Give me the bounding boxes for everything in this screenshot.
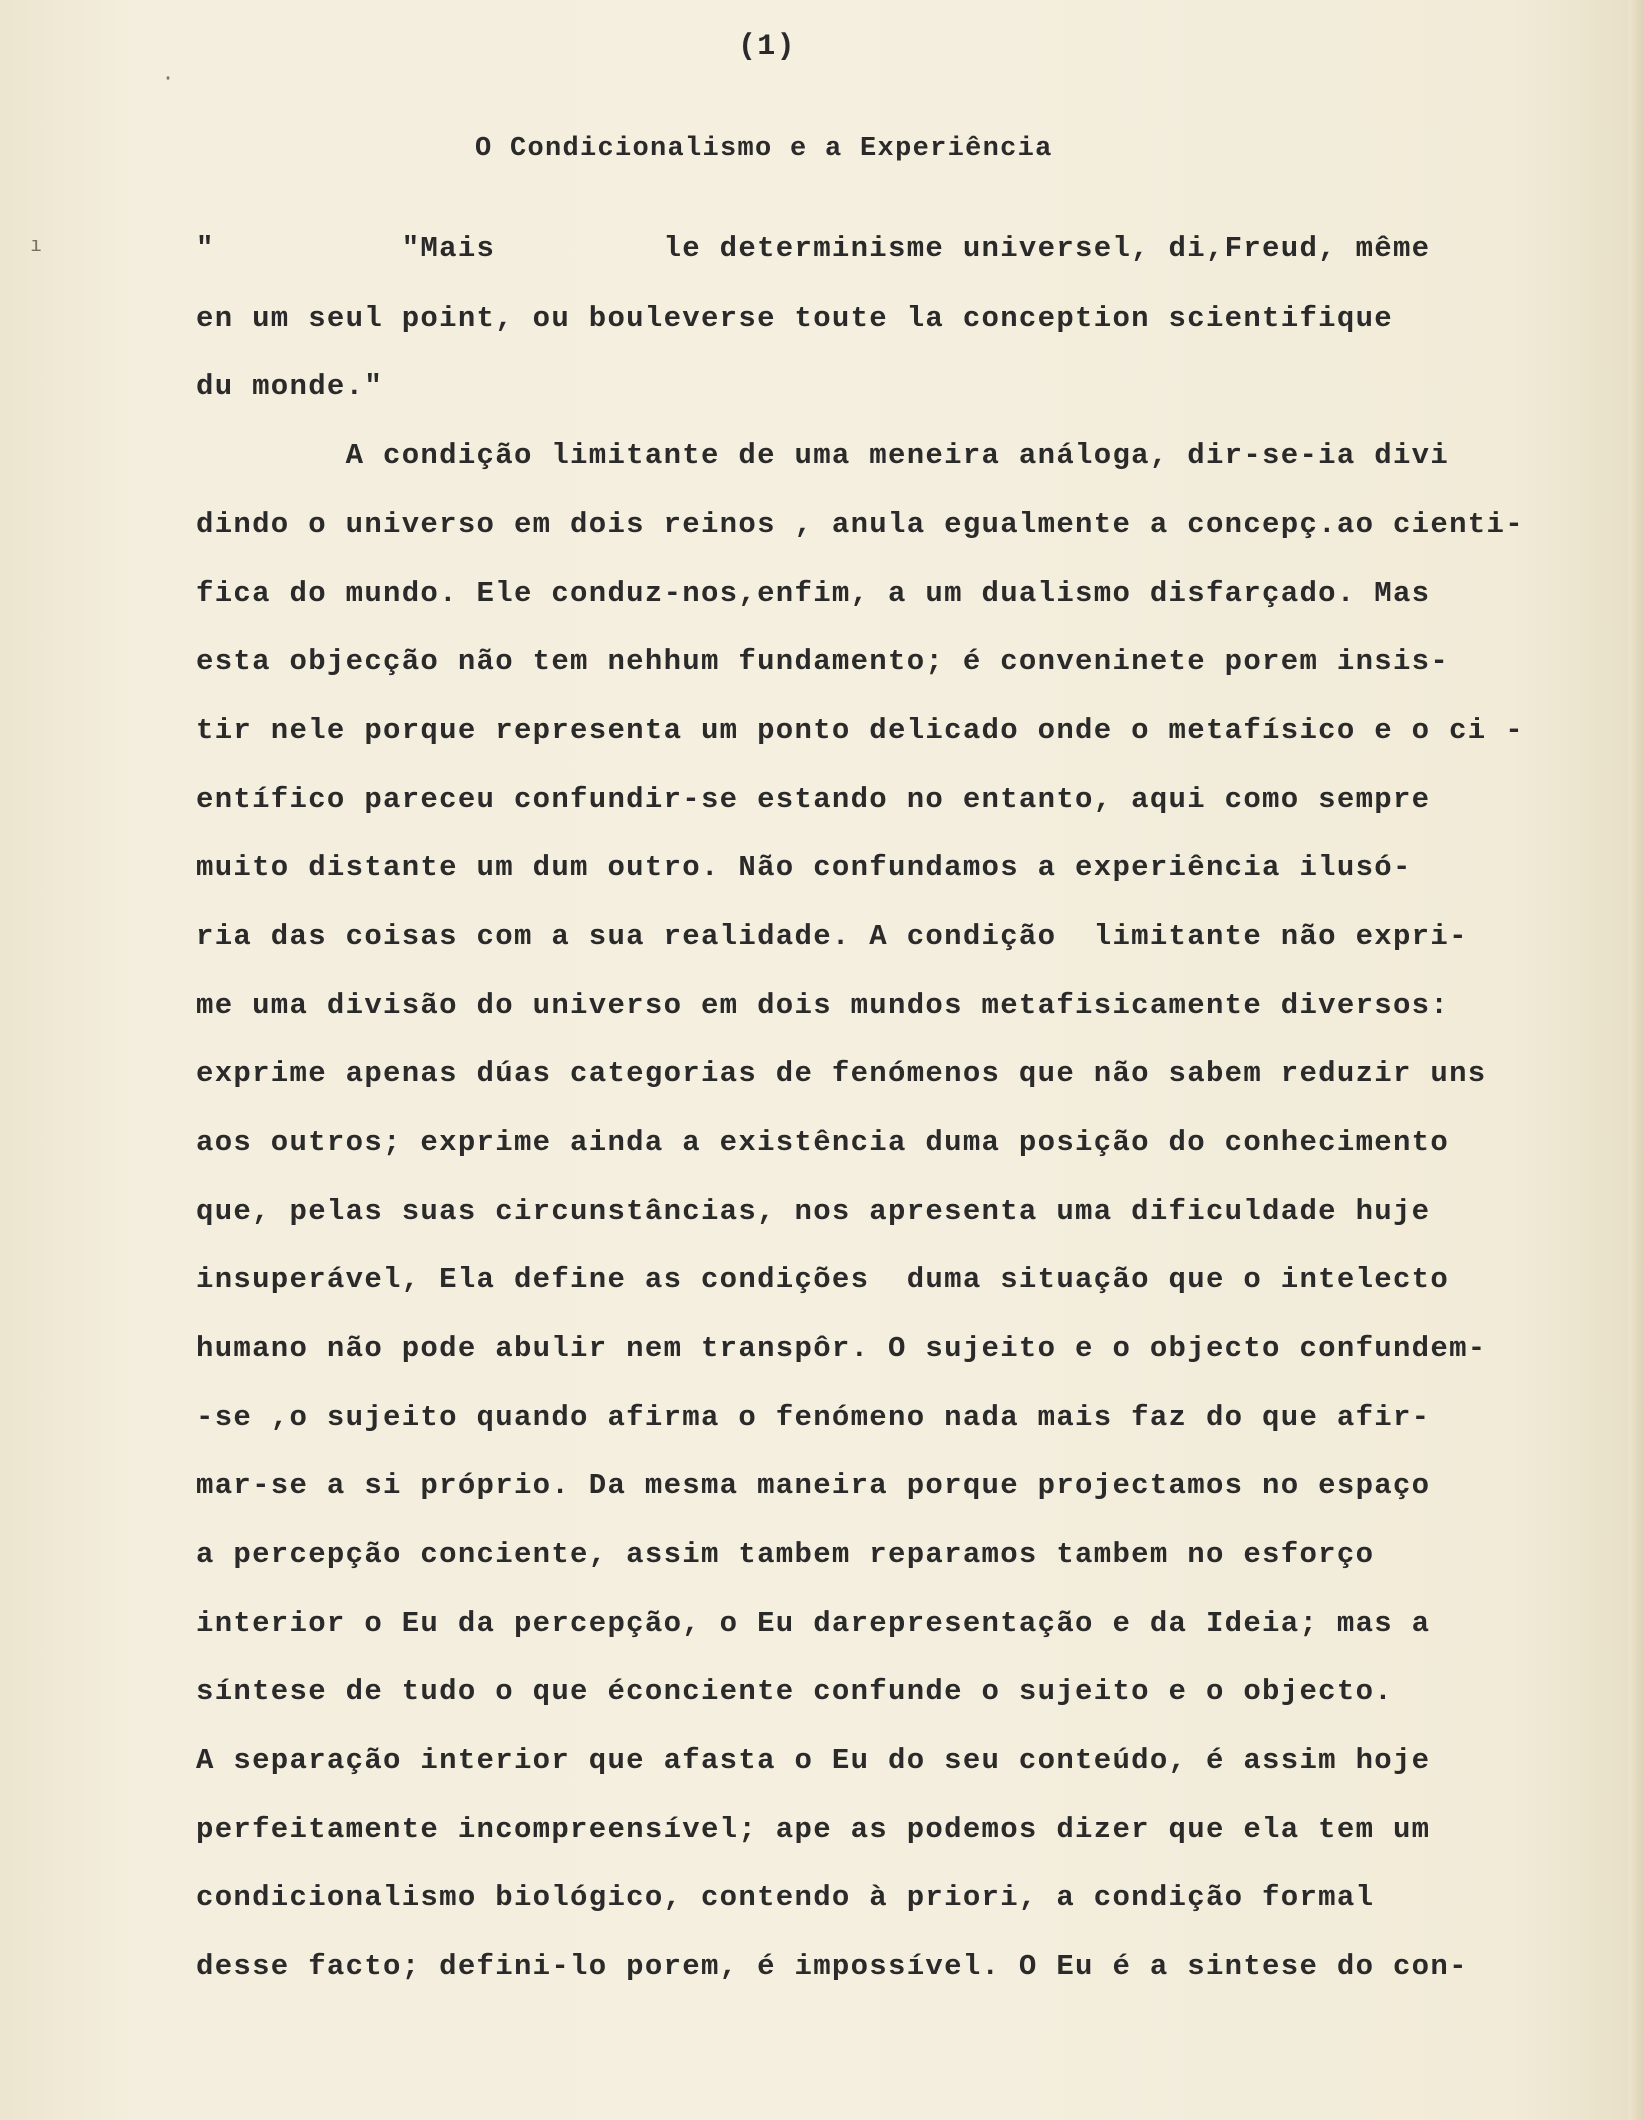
body-line: -se ,o sujeito quando afirma o fenómeno nada mais faz do que afir-	[196, 1401, 1431, 1434]
document-title: O Condicionalismo e a Experiência	[475, 134, 1053, 164]
body-line: desse facto; defini-lo porem, é impossível. O Eu é a sintese do con-	[196, 1950, 1468, 1983]
margin-tick: ı	[30, 232, 43, 256]
body-line: interior o Eu da percepção, o Eu darepresentação e da Ideia; mas a	[196, 1607, 1431, 1640]
body-line: en um seul point, ou bouleverse toute la conception scientifique	[196, 302, 1393, 335]
body-line: que, pelas suas circunstâncias, nos apresenta uma dificuldade huje	[196, 1195, 1431, 1228]
body-line: A condição limitante de uma meneira análoga, dir-se-ia divi	[196, 439, 1450, 472]
body-line: entífico pareceu confundir-se estando no entanto, aqui como sempre	[196, 783, 1431, 816]
body-line: a percepção conciente, assim tambem reparamos tambem no esforço	[196, 1538, 1375, 1571]
body-line: du monde."	[196, 370, 384, 403]
body-line: humano não pode abulir nem transpôr. O sujeito e o objecto confundem-	[196, 1332, 1487, 1365]
body-line: insuperável, Ela define as condições duma situação que o intelecto	[196, 1263, 1450, 1296]
body-line: perfeitamente incompreensível; ape as podemos dizer que ela tem um	[196, 1813, 1431, 1846]
body-line: esta objecção não tem nehhum fundamento; é conveninete porem insis-	[196, 645, 1450, 678]
body-line: exprime apenas dúas categorias de fenómenos que não sabem reduzir uns	[196, 1057, 1487, 1090]
body-line: dindo o universo em dois reinos , anula egualmente a concepç.ao cienti-	[196, 508, 1524, 541]
paper-edge	[1629, 0, 1643, 2120]
body-line: muito distante um dum outro. Não confundamos a experiência ilusó-	[196, 851, 1412, 884]
body-line: A separação interior que afasta o Eu do seu conteúdo, é assim hoje	[196, 1744, 1431, 1777]
ink-speck: ·	[162, 66, 175, 90]
page-number: (1)	[738, 30, 796, 64]
body-line: fica do mundo. Ele conduz-nos,enfim, a um dualismo disfarçado. Mas	[196, 577, 1431, 610]
body-line: " "Mais le determinisme universel, di,Freud, même	[196, 232, 1431, 265]
body-line: síntese de tudo o que éconciente confunde o sujeito e o objecto.	[196, 1675, 1393, 1708]
body-line: mar-se a si próprio. Da mesma maneira porque projectamos no espaço	[196, 1469, 1431, 1502]
body-line: me uma divisão do universo em dois mundos metafisicamente diversos:	[196, 989, 1450, 1022]
body-line: condicionalismo biológico, contendo à priori, a condição formal	[196, 1881, 1375, 1914]
body-line: aos outros; exprime ainda a existência duma posição do conhecimento	[196, 1126, 1450, 1159]
body-line: ria das coisas com a sua realidade. A condição limitante não expri-	[196, 920, 1468, 953]
body-line: tir nele porque representa um ponto delicado onde o metafísico e o ci -	[196, 714, 1524, 747]
